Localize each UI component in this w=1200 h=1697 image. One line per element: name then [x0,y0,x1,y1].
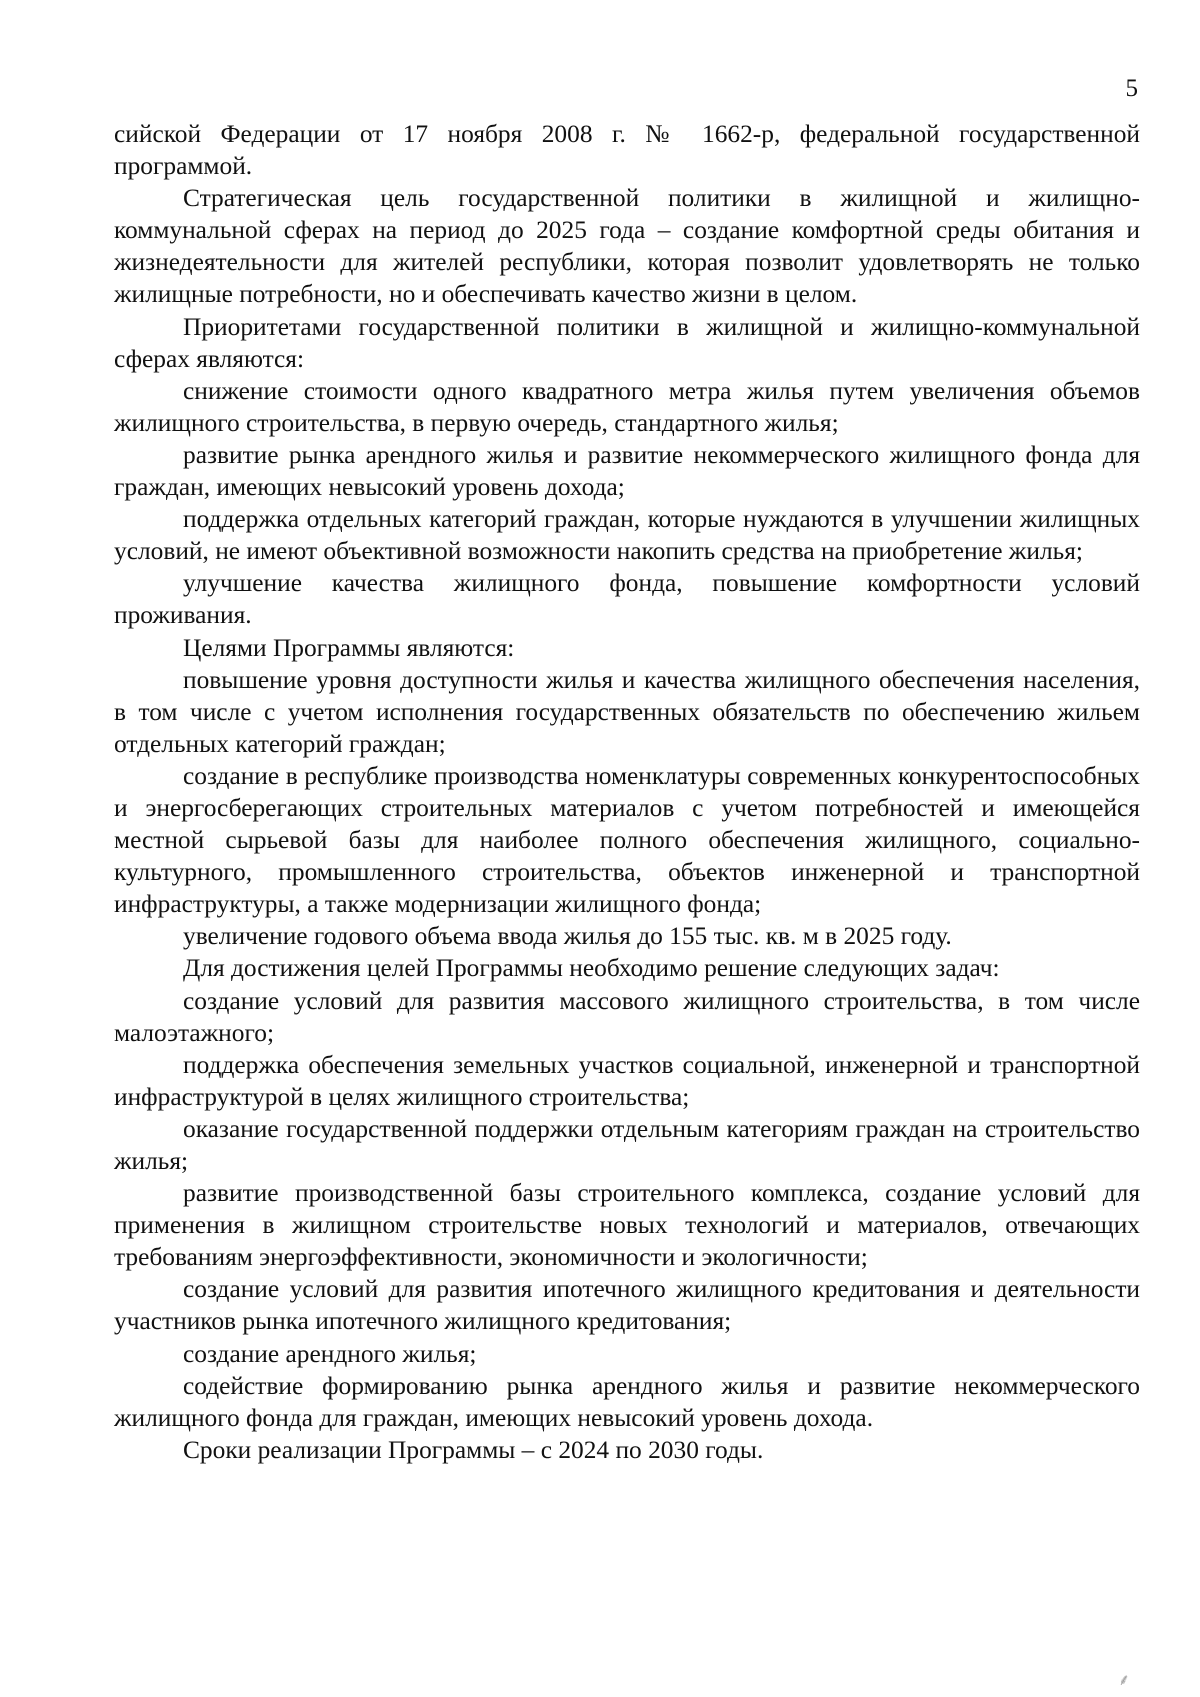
paragraph: Целями Программы являются: [183,633,515,662]
list-item: увеличение годового объема ввода жилья до 155 тыс. кв. м в 2025 году. [183,922,952,951]
scan-mark-icon: ⸙ [1117,1672,1130,1689]
list-item: поддержка отдельных категорий граждан, которые нуждаются в улучшении жилищных условий, не имеют объективной возможности накопить средства на приобретение жилья; [114,505,1140,566]
paragraph: Сроки реализации Программы – с 2024 по 2030 годы. [183,1435,764,1464]
list-item: создание условий для развития ипотечного жилищного кредитования и деятельности участников рынка ипотечного жилищного кредитования; [114,1275,1140,1336]
paragraph: Стратегическая цель государственной политики в жилищной и жилищно-коммунальной сферах на период до 2025 года – создание комфортной среды обитания и жизнедеятельности для жителей республики, которая позволит удовлетворять не только жилищные потребности, но и обеспечивать качество жизни в целом. [114,184,1140,309]
page-number: 5 [1125,75,1138,102]
list-item: снижение стоимости одного квадратного метра жилья путем увеличения объемов жилищного строительства, в первую очередь, стандартного жилья; [114,376,1140,437]
list-item: повышение уровня доступности жилья и качества жилищного обеспечения населения, в том числе с учетом исполнения государственных обязательств по обеспечению жильем отдельных категорий граждан; [114,665,1140,758]
list-item: создание условий для развития массового жилищного строительства, в том числе малоэтажного; [114,986,1140,1047]
list-item: содействие формированию рынка арендного жилья и развитие некоммерческого жилищного фонда для граждан, имеющих невысокий уровень дохода. [114,1371,1140,1432]
paragraph: Приоритетами государственной политики в жилищной и жилищно-коммунальной сферах являются: [114,312,1140,373]
paragraph: Для достижения целей Программы необходимо решение следующих задач: [183,954,1000,983]
list-item: оказание государственной поддержки отдельным категориям граждан на строительство жилья; [114,1114,1140,1175]
list-item: развитие рынка арендного жилья и развитие некоммерческого жилищного фонда для граждан, имеющих невысокий уровень дохода; [114,440,1140,502]
list-item: улучшение качества жилищного фонда, повышение комфортности условий проживания. [114,569,1140,630]
list-item: развитие производственной базы строительного комплекса, создание условий для применения в жилищном строительстве новых технологий и материалов, отвечающих требованиям энергоэффективности, экономичности и экологичности; [114,1179,1140,1272]
document-body [114,118,1140,1466]
list-item: создание арендного жилья; [183,1339,477,1368]
paragraph: сийской Федерации от 17 ноября 2008 г. № 1662-р, федеральной государственной программой. [114,120,1140,181]
list-item: создание в республике производства номенклатуры современных конкурентоспособных и энергосберегающих строительных материалов с учетом потребностей и имеющейся местной сырьевой базы для наиболее полного обеспечения жилищного, социально-культурного, промышленного строительства, объектов инженерной и транспортной инфраструктуры, а также модернизации жилищного фонда; [114,761,1140,919]
list-item: поддержка обеспечения земельных участков социальной, инженерной и транспортной инфраструктурой в целях жилищного строительства; [114,1050,1140,1111]
